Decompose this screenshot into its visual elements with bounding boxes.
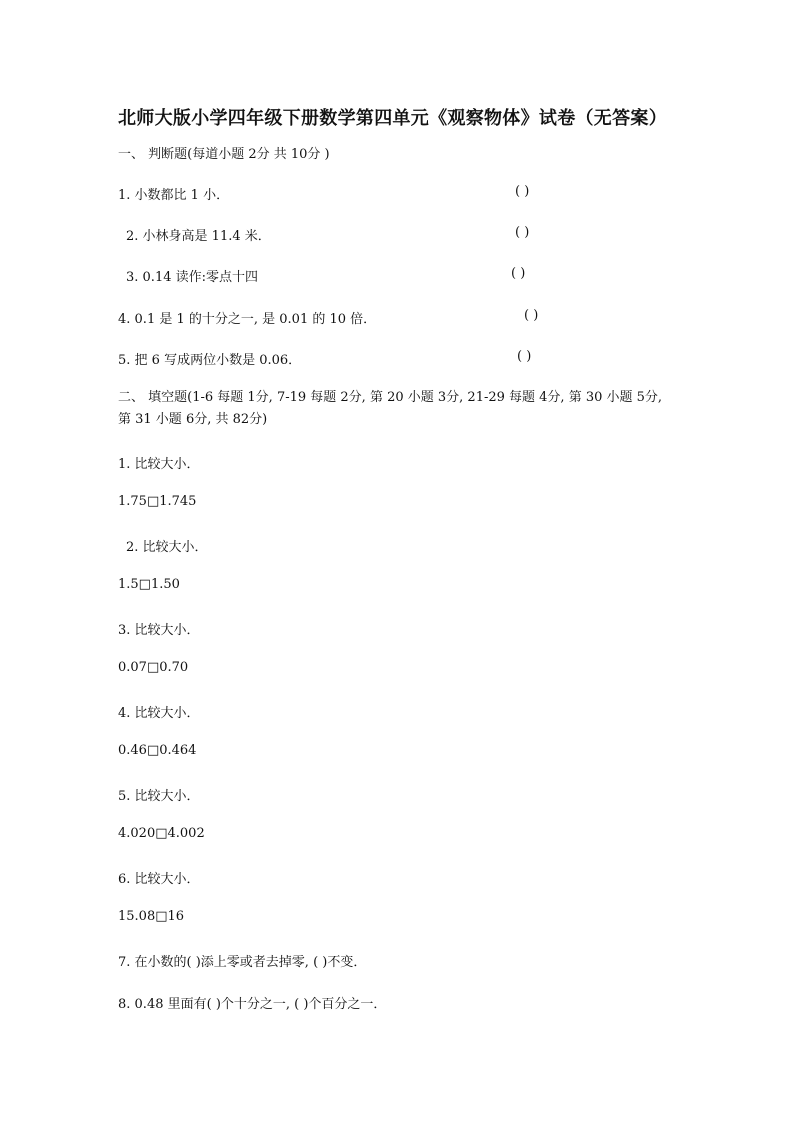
fill-answer-4: 0.46□0.464 — [118, 743, 197, 758]
fill-question-7: 7. 在小数的( )添上零或者去掉零, ( )不变． — [118, 955, 367, 970]
fill-question-4: 4. 比较大小． — [118, 706, 200, 721]
answer-blank-1: ( ) — [515, 184, 530, 199]
fill-answer-3: 0.07□0.70 — [118, 660, 189, 675]
true-false-item-3: 3. 0.14 读作:零点十四 — [126, 270, 258, 285]
fill-question-6: 6. 比较大小． — [118, 872, 200, 887]
fill-answer-1: 1.75□1.745 — [118, 494, 197, 509]
true-false-item-1: 1. 小数都比 1 小． — [118, 188, 230, 203]
fill-question-5: 5. 比较大小． — [118, 789, 200, 804]
answer-blank-5: ( ) — [517, 349, 532, 364]
true-false-item-5: 5. 把 6 写成两位小数是 0.06． — [118, 353, 302, 368]
section2-heading: 二、 填空题(1-6 每题 1分, 7-19 每题 2分, 第 20 小题 3分, 21-29 每题 4分, 第 30 小题 5分, 第 31 小题 6分, 共 82分) — [118, 390, 663, 427]
fill-answer-5: 4.020□4.002 — [118, 826, 205, 841]
fill-question-3: 3. 比较大小． — [118, 623, 200, 638]
document-title: 北师大版小学四年级下册数学第四单元《观察物体》试卷（无答案） — [118, 108, 667, 129]
fill-question-8: 8. 0.48 里面有( )个十分之一, ( )个百分之一． — [118, 997, 387, 1012]
answer-blank-3: ( ) — [511, 266, 526, 281]
section1-heading: 一、 判断题(每道小题 2分 共 10分 ) — [118, 147, 330, 162]
fill-question-2: 2. 比较大小． — [126, 540, 208, 555]
fill-answer-2: 1.5□1.50 — [118, 577, 180, 592]
fill-answer-6: 15.08□16 — [118, 909, 185, 924]
answer-blank-2: ( ) — [515, 225, 530, 240]
true-false-item-2: 2. 小林身高是 11.4 米． — [126, 229, 271, 244]
fill-question-1: 1. 比较大小． — [118, 457, 200, 472]
answer-blank-4: ( ) — [524, 308, 539, 323]
true-false-item-4: 4. 0.1 是 1 的十分之一, 是 0.01 的 10 倍． — [118, 312, 377, 327]
